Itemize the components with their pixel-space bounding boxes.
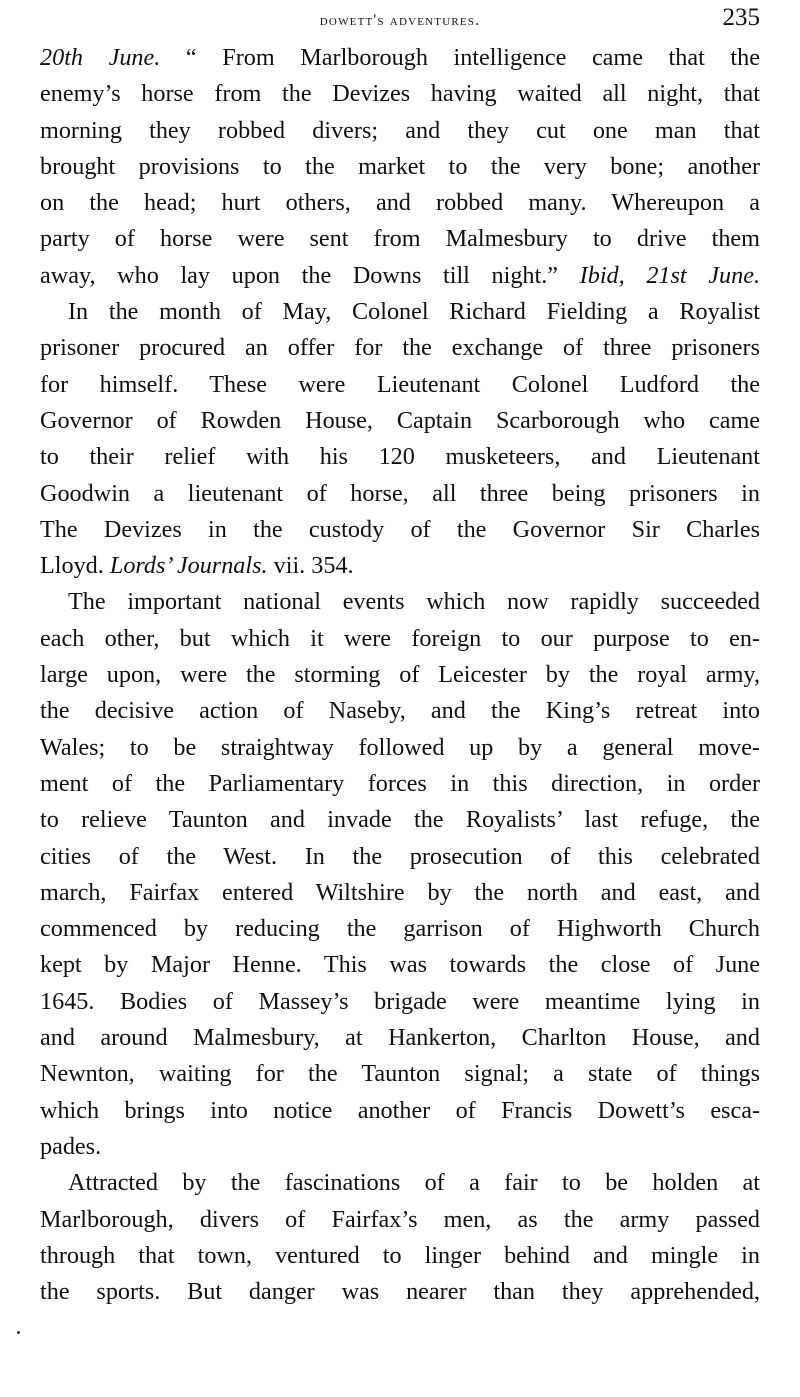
text-line xyxy=(40,185,760,221)
text-run: to relieve Taunton and invade the Royalists’ last refuge, the xyxy=(40,806,760,834)
text-line xyxy=(40,984,760,1020)
text-run: The Devizes in the custody of the Governor Sir Charles xyxy=(40,515,760,543)
text-run: Lloyd. xyxy=(40,552,110,580)
text-run: the decisive action of Naseby, and the King’s retreat into xyxy=(40,697,760,725)
text-line xyxy=(40,1202,760,1238)
text-line xyxy=(40,1056,760,1092)
text-run: to their relief with his 120 musketeers, and Lieutenant xyxy=(40,443,760,471)
text-run: on the head; hurt others, and robbed many. Whereupon a xyxy=(40,189,760,217)
text-run: away, who lay upon the Downs till night.” xyxy=(40,261,580,289)
text-line xyxy=(40,621,760,657)
text-run: through that town, ventured to linger behind and mingle in xyxy=(40,1241,760,1269)
text-run: kept by Major Henne. This was towards the close of June xyxy=(40,951,760,979)
text-run: large upon, were the storming of Leicester by the royal army, xyxy=(40,661,760,689)
italic-text: Ibid, 21st June. xyxy=(579,261,760,289)
text-run: prisoner procured an offer for the exchange of three prisoners xyxy=(40,334,760,362)
text-run: Goodwin a lieutenant of horse, all three being prisoners in xyxy=(40,479,760,507)
text-line xyxy=(40,1129,760,1165)
text-run: commenced by reducing the garrison of Highworth Church xyxy=(40,915,760,943)
text-run: cities of the West. In the prosecution of this celebrated xyxy=(40,842,760,870)
text-line xyxy=(40,657,760,693)
running-title: dowett's adventures. xyxy=(319,12,481,29)
body-text xyxy=(40,40,760,1310)
text-line xyxy=(40,221,760,257)
text-run: march, Fairfax entered Wiltshire by the north and east, and xyxy=(40,878,760,906)
text-run: Attracted by the fascinations of a fair to be holden at xyxy=(68,1169,760,1197)
scan-speck xyxy=(17,1331,20,1334)
text-run: for himself. These were Lieutenant Colonel Ludford the xyxy=(40,370,760,398)
text-line xyxy=(40,766,760,802)
text-run: 1645. Bodies of Massey’s brigade were meantime lying in xyxy=(40,987,760,1015)
page-number: 235 xyxy=(722,4,760,31)
italic-text: 20th June. xyxy=(40,44,161,71)
text-line xyxy=(40,839,760,875)
running-head xyxy=(40,0,760,40)
text-line xyxy=(40,403,760,439)
paragraph xyxy=(40,294,760,584)
text-run: brought provisions to the market to the very bone; another xyxy=(40,152,760,180)
text-line xyxy=(40,911,760,947)
text-line xyxy=(40,1274,760,1310)
text-line xyxy=(40,693,760,729)
text-line xyxy=(40,730,760,766)
text-run: each other, but which it were foreign to our purpose to en- xyxy=(40,624,760,652)
text-line xyxy=(40,947,760,983)
text-line xyxy=(40,367,760,403)
text-line xyxy=(40,149,760,185)
text-run: the sports. But danger was nearer than they apprehended, xyxy=(40,1278,760,1306)
text-run: Marlborough, divers of Fairfax’s men, as the army passed xyxy=(40,1205,760,1233)
text-run: “ From Marlborough intelligence came that the xyxy=(160,44,760,71)
text-line xyxy=(40,1238,760,1274)
text-line xyxy=(40,512,760,548)
text-run: party of horse were sent from Malmesbury to drive them xyxy=(40,225,760,253)
text-run: morning they robbed divers; and they cut one man that xyxy=(40,116,760,144)
book-page xyxy=(40,0,760,1310)
text-line xyxy=(40,802,760,838)
text-run: Governor of Rowden House, Captain Scarborough who came xyxy=(40,406,760,434)
text-line xyxy=(40,294,760,330)
text-line xyxy=(40,584,760,620)
text-line xyxy=(40,1093,760,1129)
text-line xyxy=(40,113,760,149)
text-line xyxy=(40,330,760,366)
text-run: pades. xyxy=(40,1132,102,1160)
text-line xyxy=(40,1020,760,1056)
italic-text: Lords’ Journals. xyxy=(109,552,268,580)
text-line xyxy=(40,875,760,911)
text-run: In the month of May, Colonel Richard Fielding a Royalist xyxy=(68,298,760,326)
text-line xyxy=(40,76,760,112)
text-line xyxy=(40,40,760,76)
paragraph xyxy=(40,584,760,1165)
text-run: Wales; to be straightway followed up by a general move- xyxy=(40,733,760,761)
text-line xyxy=(40,258,760,294)
text-run: which brings into notice another of Francis Dowett’s esca- xyxy=(40,1096,760,1124)
text-line xyxy=(40,1165,760,1201)
text-run: ment of the Parliamentary forces in this direction, in order xyxy=(40,769,760,797)
text-line xyxy=(40,439,760,475)
paragraph xyxy=(40,40,760,294)
text-run: Newnton, waiting for the Taunton signal; a state of things xyxy=(40,1060,760,1088)
text-run: enemy’s horse from the Devizes having waited all night, that xyxy=(40,80,760,108)
text-line xyxy=(40,476,760,512)
text-run: vii. 354. xyxy=(267,552,354,580)
text-line xyxy=(40,548,760,584)
text-run: The important national events which now rapidly succeeded xyxy=(68,588,760,616)
text-run: and around Malmesbury, at Hankerton, Charlton House, and xyxy=(40,1024,760,1052)
paragraph xyxy=(40,1165,760,1310)
